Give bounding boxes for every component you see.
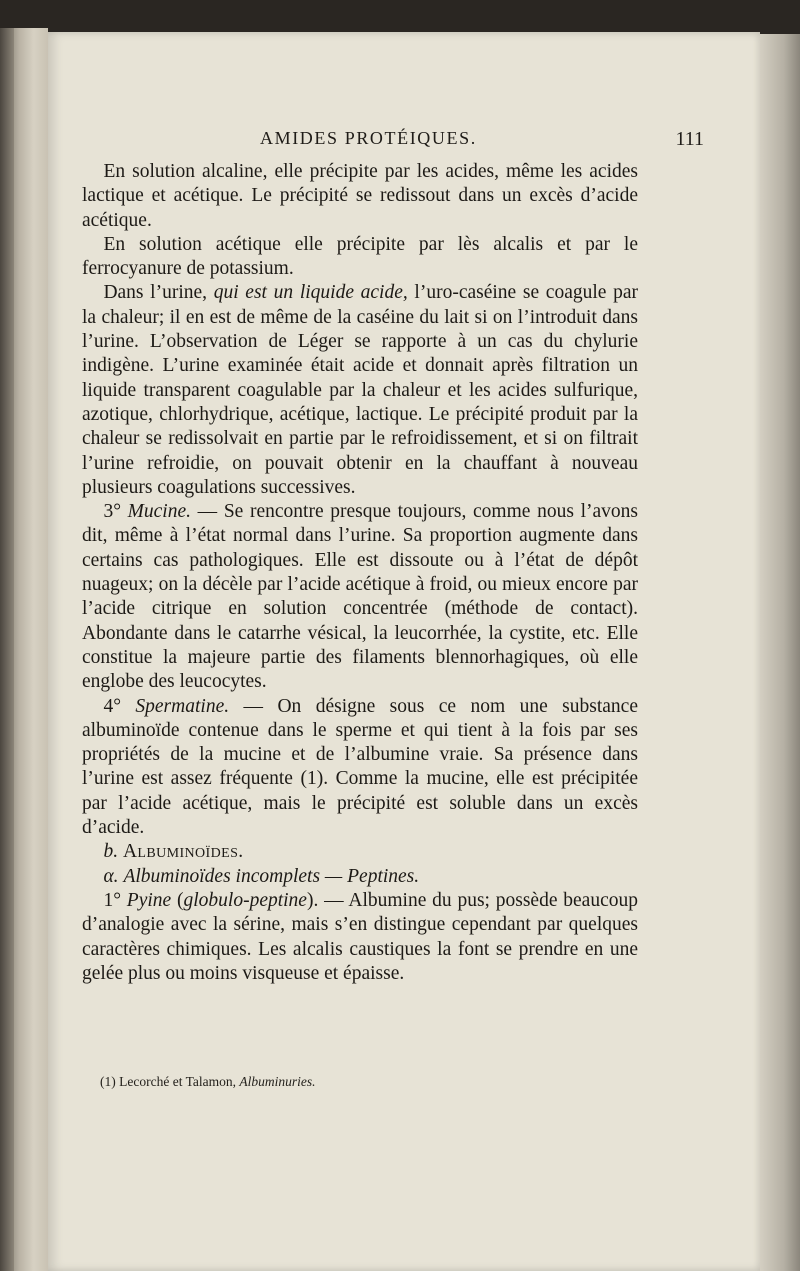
running-header [48,128,760,158]
paragraph: 4° Spermatine. — On désigne sous ce nom une substance albuminoïde contenue dans le sperme et qui tient à la fois par ses propriétés de la mucine et de l’albumine vraie. Sa présence dans l’urine est assez fréquente (1). Comme la mucine, elle est précipitée par l’acide acétique, mais le précipité est soluble dans un excès d’acide. [82,695,638,839]
paragraph: 1° Pyine (globulo-peptine). — Albumine du pus; possède beaucoup d’analogie avec la sérine, mais s’en distingue cependant par quelques caractères chimiques. Les alcalis caustiques la font se prendre en une gelée plus ou moins visqueuse et épaisse. [82,889,638,984]
page-number: 111 [675,128,704,150]
right-page-edge [760,34,800,1271]
subsection-heading: α. Albuminoïdes incomplets — Peptines. [103,865,420,887]
header-title: AMIDES PROTÉIQUES. [260,128,477,148]
paragraph: En solution acétique elle précipite par lès alcalis et par le ferrocyanure de potassium. [82,233,638,280]
footnote: (1) Lecorché et Talamon, Albuminuries. [100,1074,316,1089]
body-text [82,160,638,986]
paragraph: Dans l’urine, qui est un liquide acide, l’uro-caséine se coagule par la chaleur; il en est de même de la caséine du lait si on l’introduit dans l’urine. L’observation de Léger se rapporte à un cas du chylurie indigène. L’urine examinée était acide et donnait après filtration un liquide transparent coagulable par la chaleur et les acides sulfurique, azotique, chlorhydrique, acétique, lactique. Le précipité produit par la chaleur se redissolvait en partie par le refroidissement, et si on filtrait l’urine refroidie, on pouvait obtenir en la chauffant à nouveau plusieurs coagulations successives. [82,282,638,498]
binding-shadow [0,28,14,1271]
section-heading: b. Albuminoïdes. [103,841,244,863]
paragraph: 3° Mucine. — Se rencontre presque toujours, comme nous l’avons dit, même à l’état normal dans l’urine. Sa proportion augmente dans certains cas pathologiques. Elle est dissoute ou à l’état de dépôt nuageux; on la décèle par l’acide acétique à froid, ou mieux encore par l’acide citrique en solution concentrée (méthode de contact). Abondante dans le catarrhe vésical, la leucorrhée, la cystite, etc. Elle constitue la majeure partie des filaments blennorhagiques, où elle englobe des leucocytes. [82,501,638,693]
paragraph: En solution alcaline, elle précipite par les acides, même les acides lactique et acétique. Le précipité se redissout dans un excès d’acide acétique. [82,161,638,231]
